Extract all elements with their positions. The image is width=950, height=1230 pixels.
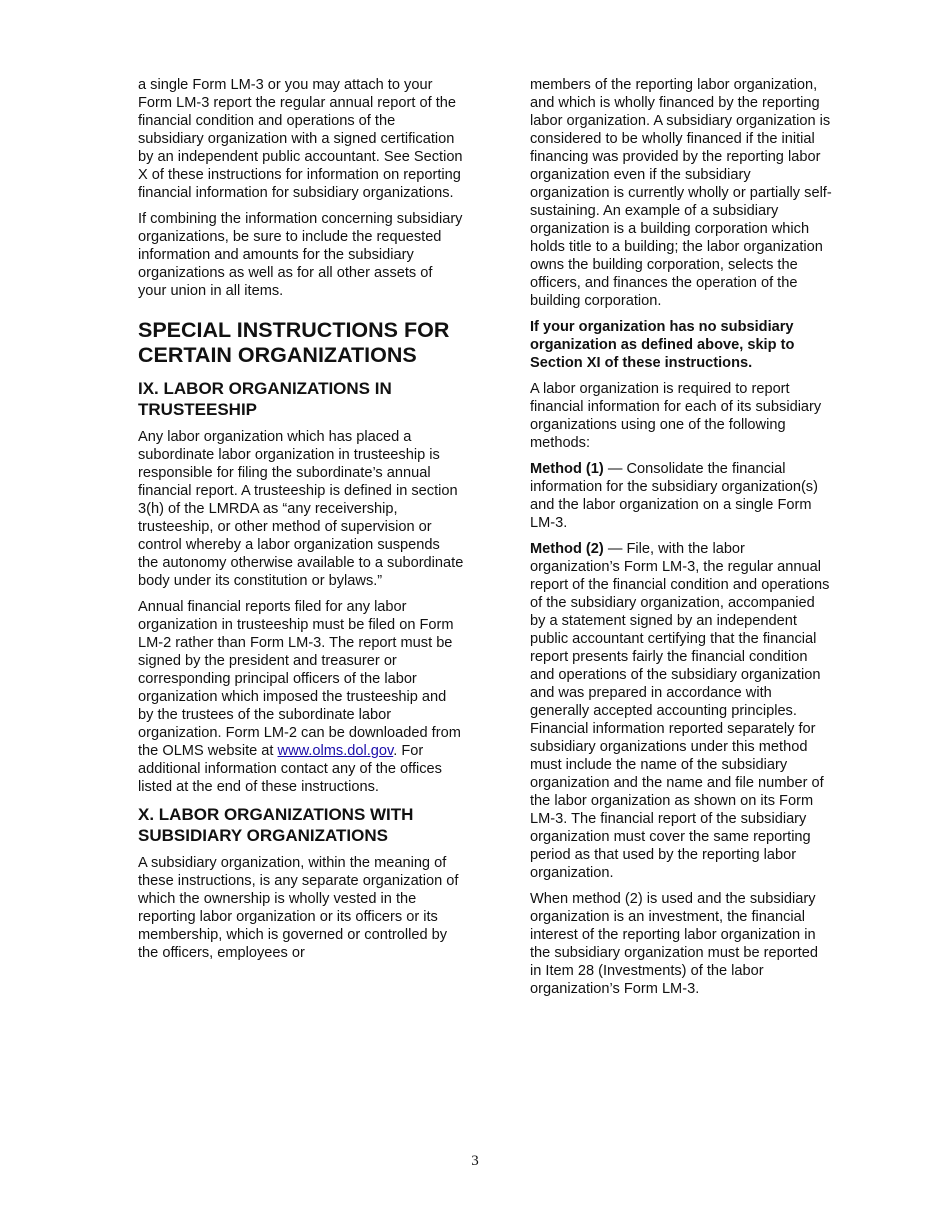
paragraph-subsidiary-definition-cont: members of the reporting labor organization, and which is wholly financed by the reporting labor organization. A subsidiary organization is considered to be wholly financed if the initial financing was provided by the reporting labor organization even if the subsidiary organization is currently wholly or partially self- sustaining. An example of a subsidiary organization is a building corporation which holds title to a building; the labor organization owns the building corporation, selects the officers, and finances the operation of the building corporation. [530,77,832,309]
paragraph-method-1 [530,460,832,532]
paragraph-method-2-investment: When method (2) is used and the subsidiary organization is an investment, the financial interest of the reporting labor organization in the subsidiary organization must be reported in Item 28 (Investments) of the labor organization’s Form LM-3. [530,891,818,997]
page-number: 3 [471,1153,479,1169]
paragraph-method-2 [530,540,832,882]
right-column [530,76,832,1006]
trusteeship-filing-text-end: . For additional information contact any of the offices listed at the end of these instructions. [138,743,442,795]
heading-special-instructions: SPECIAL INSTRUCTIONS FOR CERTAIN ORGANIZATIONS [138,318,450,367]
paragraph-trusteeship-filing [138,598,464,796]
trusteeship-filing-text: Annual financial reports filed for any labor organization in trusteeship must be filed on Form LM-2 rather than Form LM-3. The report must be signed by the president and treasurer or corresponding principal officers of the labor organization which imposed the trusteeship and by the trustees of the subordinate labor organization. Form LM-2 can be downloaded from the OLMS website at [138,599,461,759]
paragraph-trusteeship-definition: Any labor organization which has placed a subordinate labor organization in trusteeship is responsible for filing the subordinate’s annual financial report. A trusteeship is defined in section 3(h) of the LMRDA as “any receivership, trusteeship, or other method of supervision or control whereby a labor organization suspends the autonomy otherwise available to a subordinate body under its constitution or bylaws.” [138,429,464,589]
heading-section-ix: IX. LABOR ORGANIZATIONS IN TRUSTEESHIP [138,379,392,419]
paragraph-subsidiary-definition: A subsidiary organization, within the meaning of these instructions, is any separate organization of which the ownership is wholly vested in the reporting labor organization or its officers or its membership, which is governed or controlled by the officers, employees or [138,855,459,961]
paragraph-subsidiary-attach: a single Form LM-3 or you may attach to your Form LM-3 report the regular annual report of the financial condition and operations of the subsidiary organization with a signed certification by an independent public accountant. See Section X of these instructions for information on reporting financial information for subsidiary organizations. [138,77,463,201]
heading-section-x: X. LABOR ORGANIZATIONS WITH SUBSIDIARY ORGANIZATIONS [138,805,414,845]
method-2-label: Method (2) [530,541,604,557]
left-column [138,76,464,970]
paragraph-skip-notice: If your organization has no subsidiary organization as defined above, skip to Section XI of these instructions. [530,319,795,371]
method-2-text: — File, with the labor organization’s Form LM-3, the regular annual report of the financial condition and operations of the subsidiary organization, accompanied by a statement signed by an independent public accountant certifying that the financial report presents fairly the financial condition and operations of the subsidiary organization and was prepared in accordance with generally accepted accounting principles. Financial information reported separately for subsidiary organizations under this method must include the name of the subsidiary organization and the name and file number of the labor organization as shown on its Form LM-3. The financial report of the subsidiary organization must cover the same reporting period as that used by the reporting labor organization. [530,541,830,881]
olms-website-link[interactable]: www.olms.dol.gov [277,743,394,759]
paragraph-combining-info: If combining the information concerning subsidiary organizations, be sure to include the requested information and amounts for the subsidiary organizations as well as for all other assets of your union in all items. [138,211,463,299]
method-1-text: — Consolidate the financial information for the subsidiary organization(s) and the labor organization on a single Form LM-3. [530,461,818,531]
method-1-label: Method (1) [530,461,604,477]
paragraph-reporting-methods: A labor organization is required to report financial information for each of its subsidiary organizations using one of the following methods: [530,381,822,451]
